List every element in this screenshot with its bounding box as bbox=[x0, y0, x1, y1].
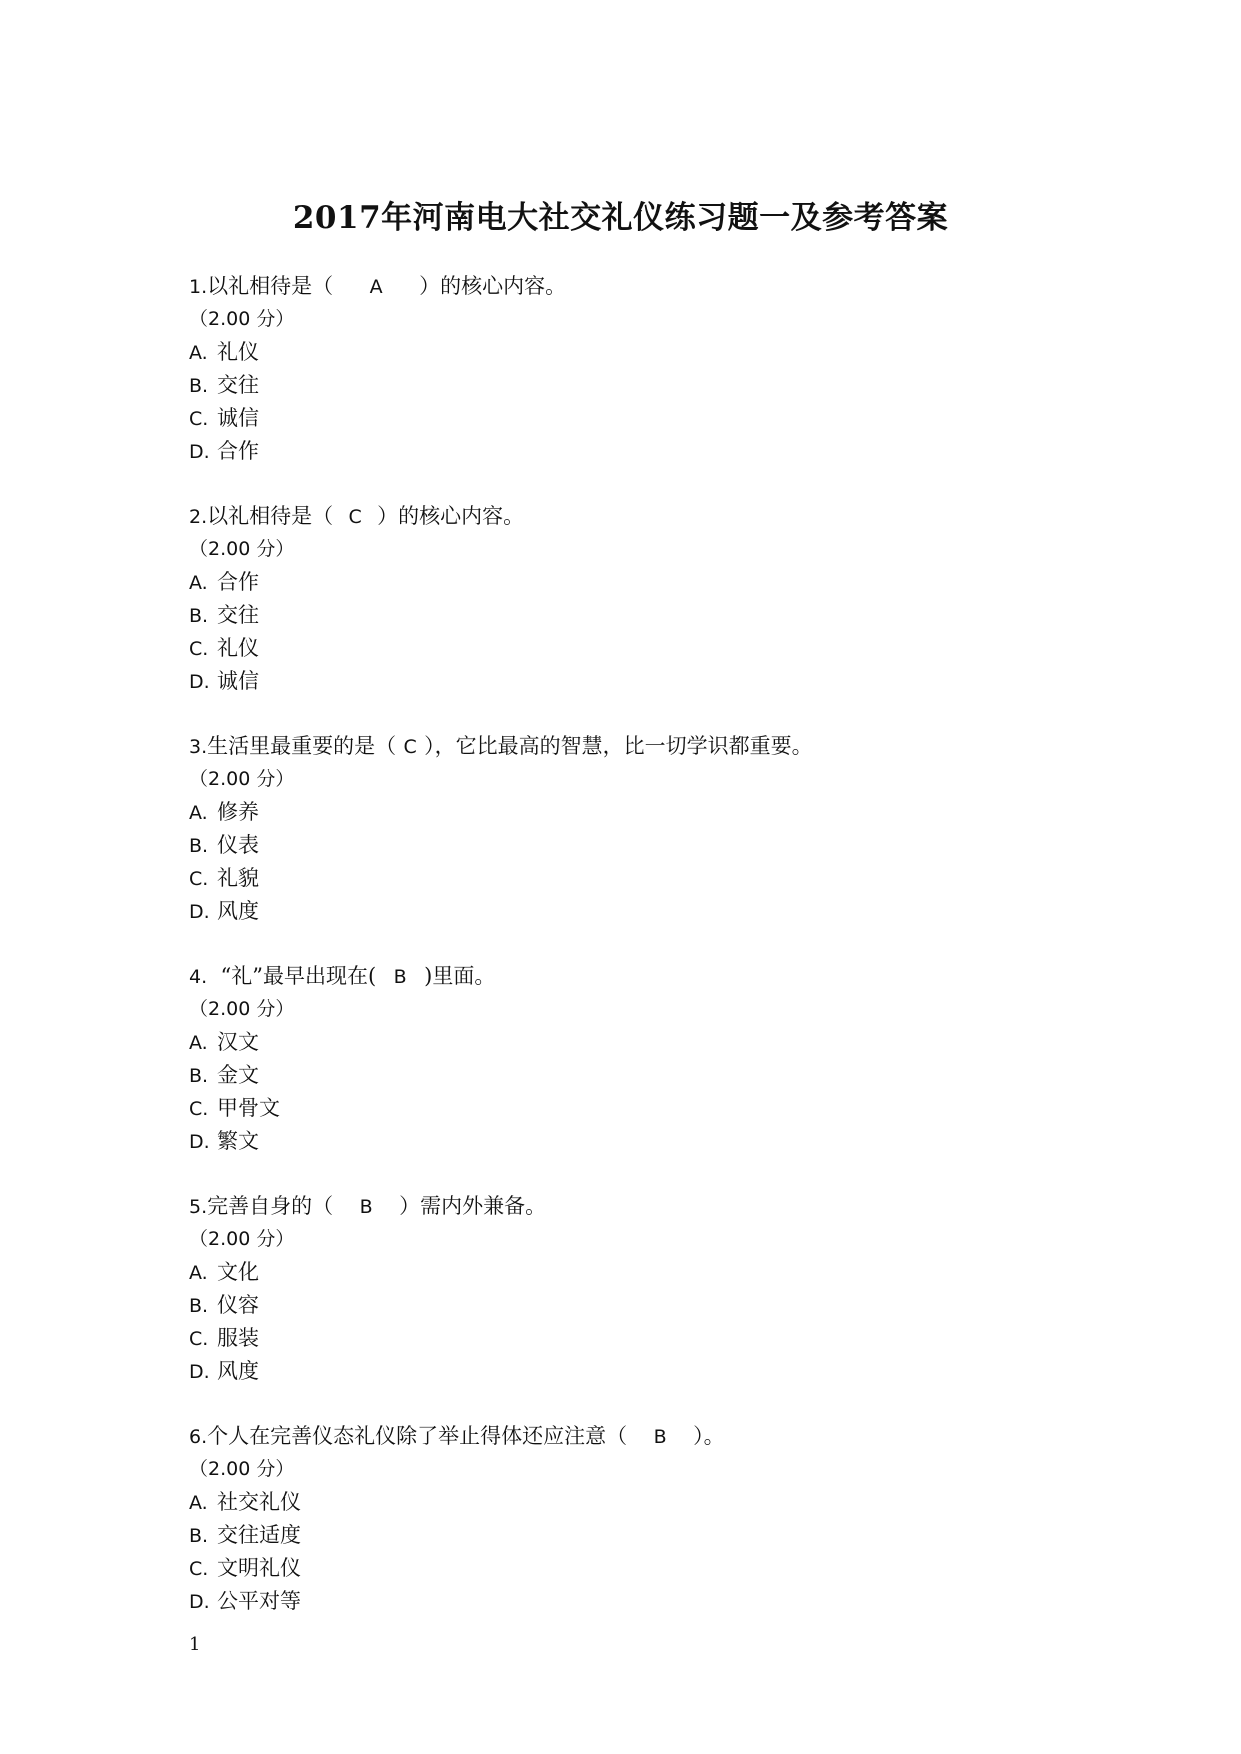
page-number: 1 bbox=[189, 1634, 201, 1655]
option-text: 仪容 bbox=[217, 1293, 259, 1317]
option-text: 文明礼仪 bbox=[217, 1556, 301, 1580]
question-1 bbox=[189, 270, 1139, 468]
option-a bbox=[189, 1486, 1139, 1519]
option-b bbox=[189, 1519, 1139, 1552]
question-number: 1. bbox=[189, 276, 208, 298]
option-d bbox=[189, 1125, 1139, 1158]
option-text: 修养 bbox=[217, 800, 259, 824]
question-5 bbox=[189, 1190, 1139, 1388]
option-letter: B. bbox=[189, 605, 209, 627]
option-text: 诚信 bbox=[217, 406, 259, 430]
option-letter: C. bbox=[189, 868, 209, 890]
option-letter: B. bbox=[189, 835, 209, 857]
option-letter: C. bbox=[189, 408, 209, 430]
answer-mark: A bbox=[369, 276, 383, 298]
question-text-before: 完善自身的（ bbox=[207, 1194, 334, 1218]
option-letter: C. bbox=[189, 1558, 209, 1580]
option-d bbox=[189, 1585, 1139, 1618]
option-letter: A. bbox=[189, 342, 208, 364]
option-letter: B. bbox=[189, 1295, 209, 1317]
option-c bbox=[189, 1322, 1139, 1355]
question-stem bbox=[189, 960, 1139, 993]
option-letter: A. bbox=[189, 802, 208, 824]
option-letter: B. bbox=[189, 1525, 209, 1547]
option-letter: D. bbox=[189, 441, 210, 463]
option-text: 风度 bbox=[217, 899, 259, 923]
option-b bbox=[189, 369, 1139, 402]
question-text-after: )里面。 bbox=[424, 964, 496, 988]
answer-mark: C bbox=[348, 506, 362, 528]
question-text-before: 个人在完善仪态礼仪除了举止得体还应注意（ bbox=[207, 1424, 628, 1448]
option-letter: D. bbox=[189, 1131, 210, 1153]
question-text-after: ）需内外兼备。 bbox=[399, 1194, 547, 1218]
option-text: 仪表 bbox=[217, 833, 259, 857]
question-stem bbox=[189, 500, 1139, 533]
option-letter: A. bbox=[189, 1032, 208, 1054]
option-text: 公平对等 bbox=[217, 1589, 301, 1613]
question-score: （2.00 分） bbox=[189, 308, 295, 330]
option-text: 交往适度 bbox=[217, 1523, 301, 1547]
option-letter: A. bbox=[189, 572, 208, 594]
question-text-before: 以礼相待是（ bbox=[207, 274, 334, 298]
option-letter: C. bbox=[189, 638, 209, 660]
option-b bbox=[189, 1059, 1139, 1092]
question-text-before: “礼”最早出现在( bbox=[207, 964, 377, 988]
option-letter: A. bbox=[189, 1492, 208, 1514]
option-c bbox=[189, 402, 1139, 435]
question-2 bbox=[189, 500, 1139, 698]
question-text-after: ），它比最高的智慧，比一切学识都重要。 bbox=[424, 734, 813, 758]
option-a bbox=[189, 796, 1139, 829]
question-number: 5. bbox=[189, 1196, 208, 1218]
option-letter: D. bbox=[189, 671, 210, 693]
answer-mark: B bbox=[359, 1196, 373, 1218]
option-text: 合作 bbox=[217, 570, 259, 594]
option-text: 礼貌 bbox=[217, 866, 259, 890]
option-b bbox=[189, 829, 1139, 862]
option-letter: D. bbox=[189, 1591, 210, 1613]
question-number: 2. bbox=[189, 506, 208, 528]
option-d bbox=[189, 665, 1139, 698]
question-score: （2.00 分） bbox=[189, 1458, 295, 1480]
question-3 bbox=[189, 730, 1139, 928]
option-a bbox=[189, 336, 1139, 369]
document-title: 2017年河南电大社交礼仪练习题一及参考答案 bbox=[292, 200, 949, 236]
option-letter: D. bbox=[189, 1361, 210, 1383]
option-text: 汉文 bbox=[217, 1030, 259, 1054]
question-score: （2.00 分） bbox=[189, 1228, 295, 1250]
option-d bbox=[189, 895, 1139, 928]
question-6 bbox=[189, 1420, 1139, 1618]
question-text-before: 生活里最重要的是（ bbox=[207, 734, 397, 758]
question-text-after: ）。 bbox=[693, 1424, 725, 1448]
question-score: （2.00 分） bbox=[189, 538, 295, 560]
option-letter: C. bbox=[189, 1098, 209, 1120]
question-stem bbox=[189, 730, 1139, 763]
option-text: 服装 bbox=[217, 1326, 259, 1350]
option-letter: C. bbox=[189, 1328, 209, 1350]
option-text: 风度 bbox=[217, 1359, 259, 1383]
answer-mark: B bbox=[653, 1426, 667, 1448]
option-c bbox=[189, 632, 1139, 665]
question-stem bbox=[189, 1420, 1139, 1453]
option-b bbox=[189, 599, 1139, 632]
option-text: 诚信 bbox=[217, 669, 259, 693]
option-c bbox=[189, 1552, 1139, 1585]
option-text: 礼仪 bbox=[217, 636, 259, 660]
question-text-after: ）的核心内容。 bbox=[377, 504, 525, 528]
option-text: 甲骨文 bbox=[217, 1096, 280, 1120]
option-text: 交往 bbox=[217, 603, 259, 627]
question-text-before: 以礼相待是（ bbox=[207, 504, 334, 528]
option-d bbox=[189, 435, 1139, 468]
question-number: 3. bbox=[189, 736, 208, 758]
option-letter: A. bbox=[189, 1262, 208, 1284]
option-letter: B. bbox=[189, 375, 209, 397]
option-a bbox=[189, 566, 1139, 599]
option-text: 繁文 bbox=[217, 1129, 259, 1153]
option-c bbox=[189, 1092, 1139, 1125]
question-score: （2.00 分） bbox=[189, 998, 295, 1020]
question-stem bbox=[189, 1190, 1139, 1223]
option-letter: B. bbox=[189, 1065, 209, 1087]
question-text-after: ）的核心内容。 bbox=[419, 274, 567, 298]
question-number: 4. bbox=[189, 966, 208, 988]
answer-mark: B bbox=[393, 966, 407, 988]
option-d bbox=[189, 1355, 1139, 1388]
answer-mark: C bbox=[403, 736, 417, 758]
option-text: 礼仪 bbox=[217, 340, 259, 364]
question-score: （2.00 分） bbox=[189, 768, 295, 790]
option-text: 交往 bbox=[217, 373, 259, 397]
question-4 bbox=[189, 960, 1139, 1158]
option-letter: D. bbox=[189, 901, 210, 923]
option-text: 文化 bbox=[217, 1260, 259, 1284]
option-b bbox=[189, 1289, 1139, 1322]
question-number: 6. bbox=[189, 1426, 208, 1448]
option-c bbox=[189, 862, 1139, 895]
option-text: 合作 bbox=[217, 439, 259, 463]
question-stem bbox=[189, 270, 1139, 303]
option-a bbox=[189, 1256, 1139, 1289]
option-text: 金文 bbox=[217, 1063, 259, 1087]
option-text: 社交礼仪 bbox=[217, 1490, 301, 1514]
question-list bbox=[189, 270, 1139, 1650]
option-a bbox=[189, 1026, 1139, 1059]
